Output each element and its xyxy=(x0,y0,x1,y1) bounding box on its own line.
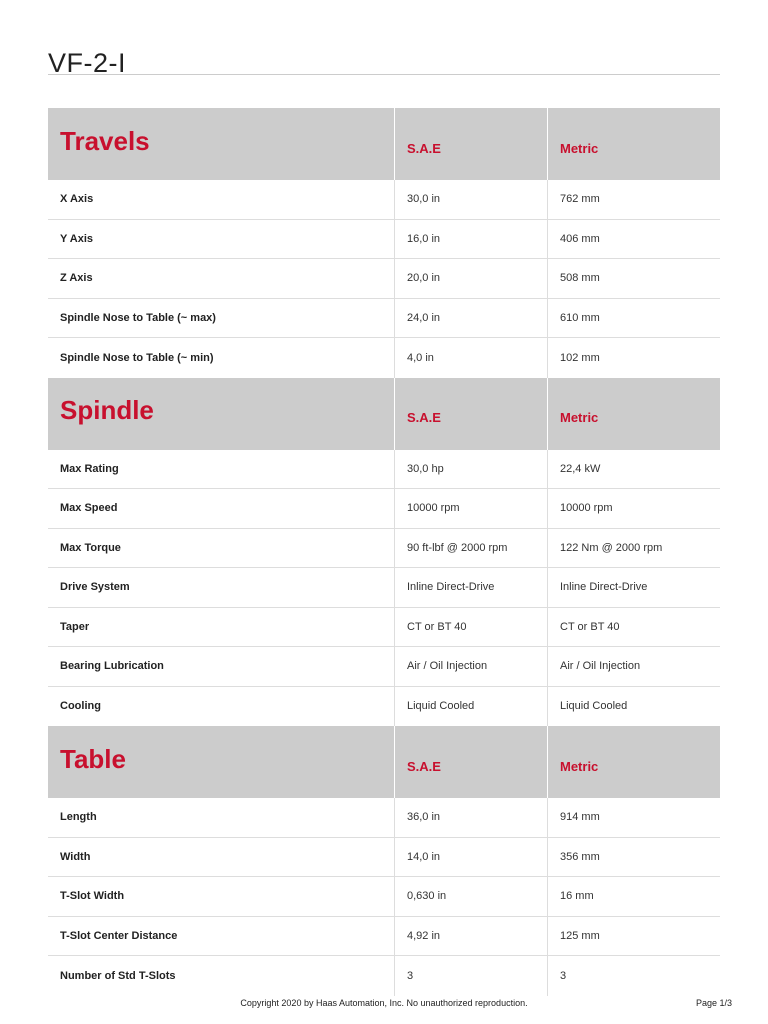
section-header-spindle xyxy=(48,378,720,450)
table-row xyxy=(48,917,720,957)
spec-value-sae: Liquid Cooled xyxy=(394,687,547,727)
footer-copyright: Copyright 2020 by Haas Automation, Inc. No unauthorized reproduction. xyxy=(240,998,528,1008)
spec-value-sae: 4,0 in xyxy=(394,338,547,378)
table-row xyxy=(48,529,720,569)
column-header-sae: S.A.E xyxy=(394,726,547,798)
table-row xyxy=(48,338,720,378)
spec-value-metric: 356 mm xyxy=(547,838,720,877)
spec-label: Cooling xyxy=(60,700,101,713)
column-header-metric: Metric xyxy=(547,378,720,450)
spec-value-sae: 3 xyxy=(394,956,547,996)
spec-value-metric: 125 mm xyxy=(547,917,720,956)
section-title: Table xyxy=(60,743,126,774)
spec-value-metric: 22,4 kW xyxy=(547,450,720,489)
column-header-metric: Metric xyxy=(547,726,720,798)
spec-value-sae: 20,0 in xyxy=(394,259,547,298)
table-row xyxy=(48,489,720,529)
table-row xyxy=(48,687,720,727)
spec-value-metric: 102 mm xyxy=(547,338,720,378)
spec-value-sae: 36,0 in xyxy=(394,798,547,837)
spec-value-sae: 0,630 in xyxy=(394,877,547,916)
spec-value-sae: 10000 rpm xyxy=(394,489,547,528)
section-body-spindle xyxy=(48,450,720,727)
spec-value-metric: 914 mm xyxy=(547,798,720,837)
spec-value-metric: 762 mm xyxy=(547,180,720,219)
page-number: Page 1/3 xyxy=(695,998,732,1008)
spec-value-metric: Air / Oil Injection xyxy=(547,647,720,686)
spec-label: Number of Std T-Slots xyxy=(60,969,176,982)
spec-label: Spindle Nose to Table (~ min) xyxy=(60,351,214,364)
section-title: Spindle xyxy=(60,395,154,425)
spec-label: Length xyxy=(60,811,97,824)
table-row xyxy=(48,259,720,299)
spec-value-sae: 16,0 in xyxy=(394,220,547,259)
section-header-table xyxy=(48,726,720,798)
table-row xyxy=(48,220,720,260)
spec-value-sae: 30,0 hp xyxy=(394,450,547,489)
spec-value-sae: 24,0 in xyxy=(394,299,547,338)
spec-label: Bearing Lubrication xyxy=(60,660,164,673)
column-header-metric: Metric xyxy=(547,108,720,180)
table-row xyxy=(48,568,720,608)
spec-value-sae: 14,0 in xyxy=(394,838,547,877)
title-divider xyxy=(48,74,720,75)
spec-value-metric: 610 mm xyxy=(547,299,720,338)
table-row xyxy=(48,180,720,220)
table-row xyxy=(48,798,720,838)
table-row xyxy=(48,877,720,917)
spec-value-metric: 16 mm xyxy=(547,877,720,916)
spec-label: Taper xyxy=(60,620,90,633)
table-row xyxy=(48,450,720,490)
spec-value-metric: 122 Nm @ 2000 rpm xyxy=(547,529,720,568)
spec-label: Max Speed xyxy=(60,502,118,515)
spec-value-metric: 406 mm xyxy=(547,220,720,259)
spec-label: Max Torque xyxy=(60,541,121,554)
table-row xyxy=(48,608,720,648)
section-body-table xyxy=(48,798,720,996)
spec-label: Width xyxy=(60,850,91,863)
spec-value-sae: 30,0 in xyxy=(394,180,547,219)
spec-value-metric: 508 mm xyxy=(547,259,720,298)
spec-value-sae: Air / Oil Injection xyxy=(394,647,547,686)
spec-value-metric: 3 xyxy=(547,956,720,996)
spec-label: X Axis xyxy=(60,193,94,206)
spec-label: Drive System xyxy=(60,581,130,594)
spec-value-sae: CT or BT 40 xyxy=(394,608,547,647)
column-header-sae: S.A.E xyxy=(394,108,547,180)
section-header-travels xyxy=(48,108,720,180)
section-title: Travels xyxy=(60,125,150,156)
column-header-sae: S.A.E xyxy=(394,378,547,450)
table-row xyxy=(48,647,720,687)
spec-value-sae: Inline Direct-Drive xyxy=(394,568,547,607)
page-title: VF-2-I xyxy=(48,48,127,79)
spec-value-sae: 4,92 in xyxy=(394,917,547,956)
spec-label: Max Rating xyxy=(60,462,119,475)
spec-value-sae: 90 ft-lbf @ 2000 rpm xyxy=(394,529,547,568)
spec-label: Spindle Nose to Table (~ max) xyxy=(60,311,216,324)
spec-label: Y Axis xyxy=(60,232,94,245)
spec-value-metric: Liquid Cooled xyxy=(547,687,720,727)
spec-label: T-Slot Width xyxy=(60,890,125,903)
spec-label: T-Slot Center Distance xyxy=(60,929,178,942)
spec-table xyxy=(48,108,720,996)
table-row xyxy=(48,956,720,996)
table-row xyxy=(48,838,720,878)
spec-value-metric: 10000 rpm xyxy=(547,489,720,528)
spec-label: Z Axis xyxy=(60,272,93,285)
table-row xyxy=(48,299,720,339)
spec-value-metric: Inline Direct-Drive xyxy=(547,568,720,607)
section-body-travels xyxy=(48,180,720,378)
spec-value-metric: CT or BT 40 xyxy=(547,608,720,647)
